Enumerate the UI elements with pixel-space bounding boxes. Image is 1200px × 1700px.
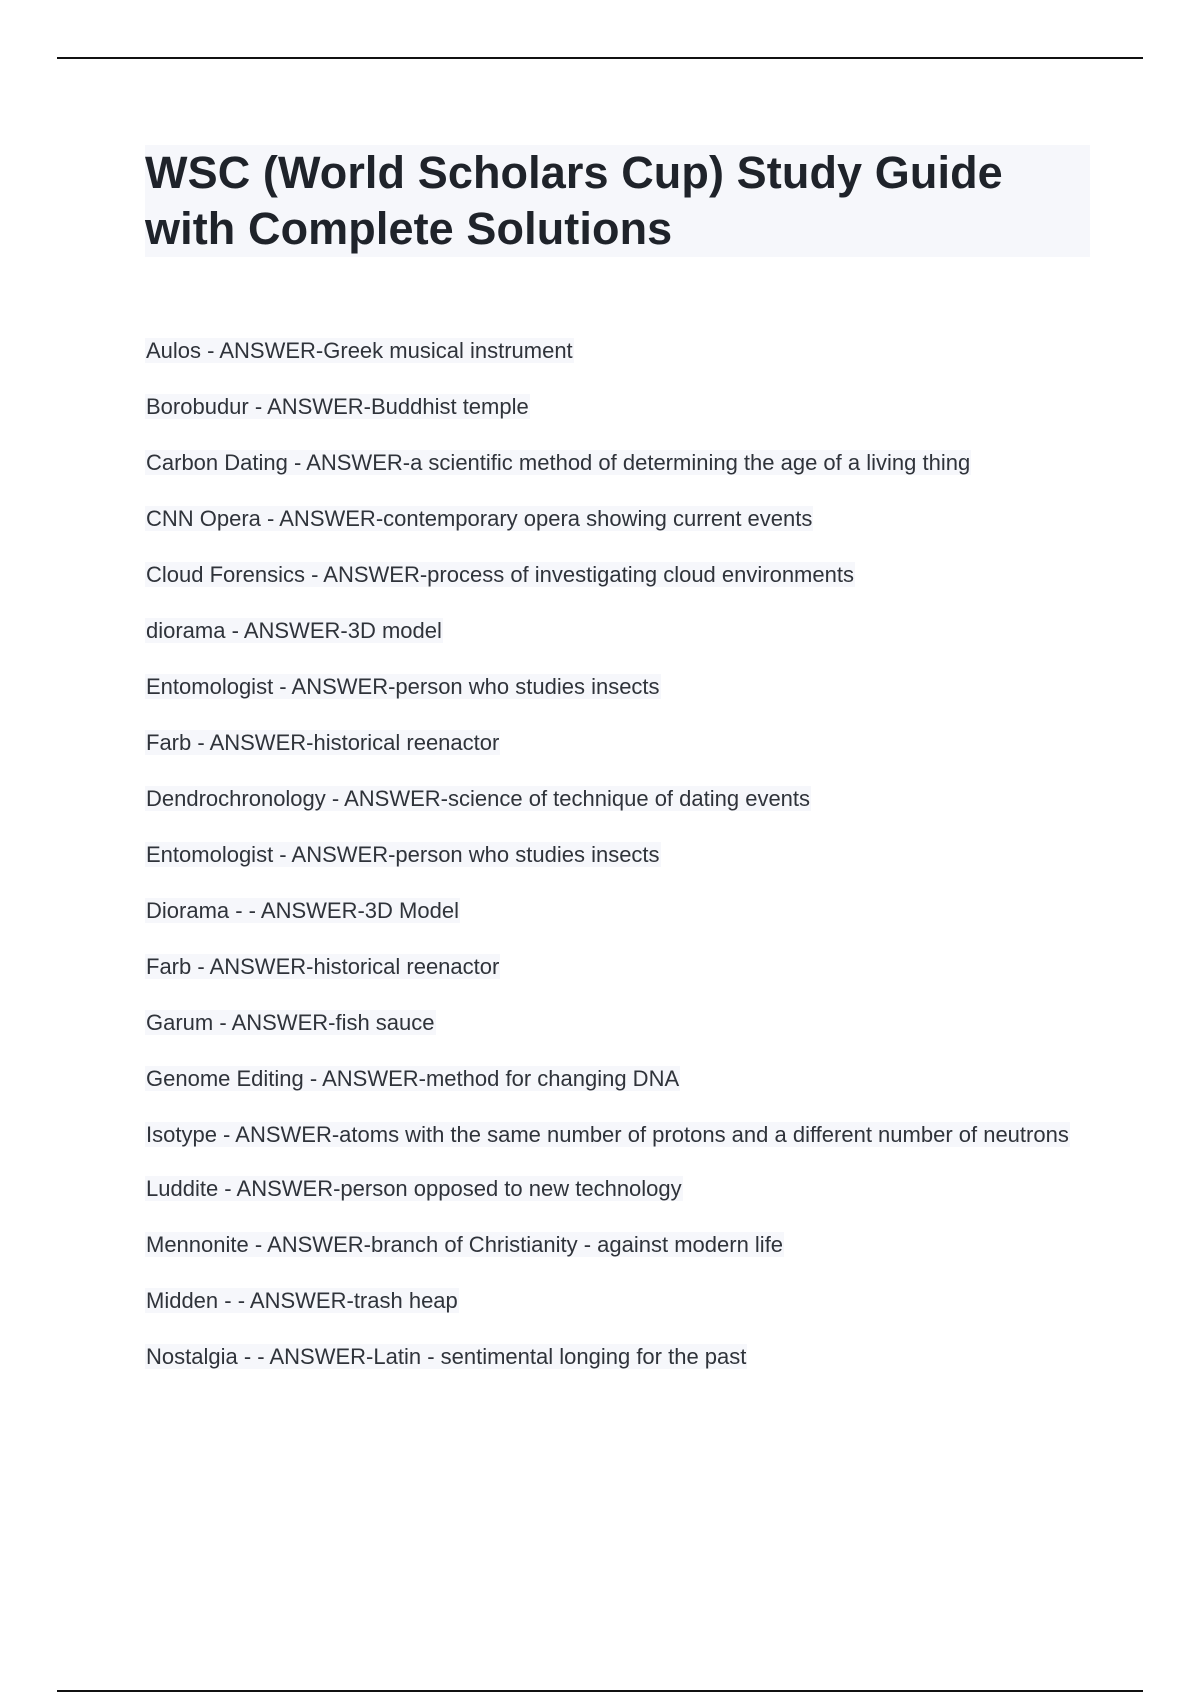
list-item (145, 561, 1075, 589)
bottom-divider (57, 1690, 1143, 1692)
list-item (145, 617, 1075, 645)
title-block (145, 145, 1090, 257)
list-item (145, 1009, 1075, 1037)
entry-text: Farb - ANSWER-historical reenactor (146, 730, 500, 755)
entry-text: Borobudur - ANSWER-Buddhist temple (146, 394, 529, 419)
list-item (145, 337, 1075, 365)
entry-text: Diorama - - ANSWER-3D Model (146, 898, 459, 923)
list-item (145, 1065, 1075, 1093)
list-item (145, 953, 1075, 981)
list-item (145, 1121, 1075, 1149)
entry-text: Mennonite - ANSWER-branch of Christianity - against modern life (146, 1232, 784, 1257)
entry-text: Farb - ANSWER-historical reenactor (146, 954, 500, 979)
top-divider (57, 57, 1143, 59)
list-item (145, 673, 1075, 701)
list-item (145, 1231, 1075, 1259)
entry-text: Entomologist - ANSWER-person who studies insects (146, 674, 660, 699)
entry-text: Entomologist - ANSWER-person who studies insects (146, 842, 660, 867)
entry-text: Cloud Forensics - ANSWER-process of investigating cloud environments (146, 562, 854, 587)
list-item (145, 393, 1075, 421)
document-title: WSC (World Scholars Cup) Study Guide with Complete Solutions (145, 147, 1003, 254)
entry-text: Dendrochronology - ANSWER-science of technique of dating events (146, 786, 811, 811)
qa-list (145, 337, 1075, 1399)
entry-text: Midden - - ANSWER-trash heap (146, 1288, 458, 1313)
entry-text: Luddite - ANSWER-person opposed to new technology (146, 1176, 682, 1201)
entry-text: Isotype - ANSWER-atoms with the same number of protons and a different number of neutrons (146, 1122, 1069, 1147)
list-item (145, 1175, 1075, 1203)
list-item (145, 505, 1075, 533)
entry-text: CNN Opera - ANSWER-contemporary opera showing current events (146, 506, 813, 531)
list-item (145, 449, 1075, 477)
list-item (145, 841, 1075, 869)
list-item (145, 1287, 1075, 1315)
list-item (145, 1343, 1075, 1371)
list-item (145, 897, 1075, 925)
list-item (145, 785, 1075, 813)
entry-text: Genome Editing - ANSWER-method for changing DNA (146, 1066, 680, 1091)
entry-text: Garum - ANSWER-fish sauce (146, 1010, 435, 1035)
list-item (145, 729, 1075, 757)
entry-text: Aulos - ANSWER-Greek musical instrument (146, 338, 573, 363)
entry-text: diorama - ANSWER-3D model (146, 618, 442, 643)
entry-text: Carbon Dating - ANSWER-a scientific method of determining the age of a living thing (146, 450, 971, 475)
entry-text: Nostalgia - - ANSWER-Latin - sentimental longing for the past (146, 1344, 747, 1369)
